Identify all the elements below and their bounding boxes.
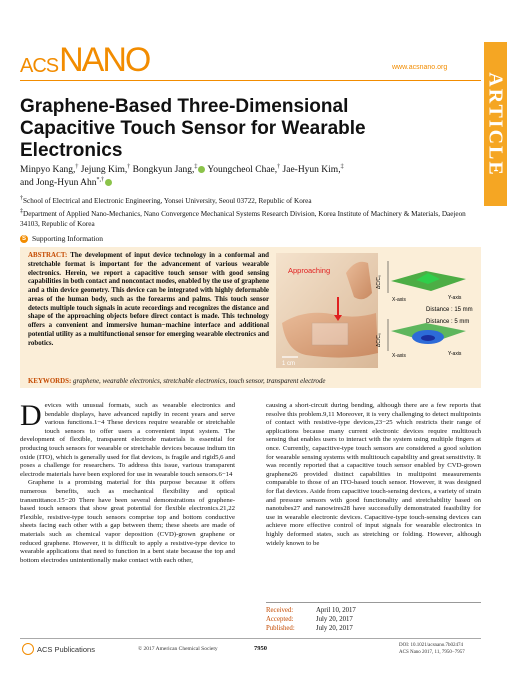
affiliations — [20, 196, 485, 232]
paragraph-text: evices with unusual formats, such as wearable electronics and bendable displays, have advanced rapidly in recent years and serve various functions.1−4 These devices require wearable or stretchable touch sensors to offer users a convenient input system. The development of flexible, transparent electrode materials is essential for producing touch sensors for wearable or stretchable devices because indium tin oxide (ITO), which is generally used for flat devices, is fragile and rigid5,6 and poses a challenge for researchers. To address this issue, various transparent electrode materials have been explored for use in wearable touch sensors.6−14 — [20, 402, 235, 478]
supporting-info-icon: S — [21, 235, 26, 242]
affiliation-text: Department of Applied Nano-Mechanics, Nano Convergence Mechanical Systems Research Division, Korea Institute of Machinery & Materials, Daejeon 34103, Republic of Korea — [20, 210, 466, 228]
keywords-text: graphene, wearable electronics, stretchable electronics, touch sensor, transparent electrode — [73, 378, 326, 385]
header-rule — [20, 80, 481, 81]
scale-label: 1 cm — [282, 361, 296, 367]
acs-publications-icon — [22, 643, 34, 655]
affiliation-text: School of Electrical and Electronic Engineering, Yonsei University, Seoul 03722, Republic of Korea — [23, 197, 312, 205]
date-label: Published: — [266, 625, 295, 632]
page-number: 7950 — [254, 645, 267, 652]
supporting-info-label[interactable]: Supporting Information — [32, 234, 104, 243]
y-axis-label: ΔC/C₀ — [376, 274, 382, 289]
date-value: April 10, 2017 — [316, 607, 356, 614]
footer-rule — [20, 638, 481, 639]
keywords — [28, 377, 478, 386]
affil-marker: † — [127, 163, 131, 170]
paper-title: Graphene-Based Three-Dimensional Capacitive Touch Sensor for Wearable Electronics — [20, 96, 366, 161]
affil-marker: *,† — [96, 176, 105, 183]
author-name[interactable]: Bongkyun Jang, — [130, 165, 195, 175]
affil-marker: ‡ — [340, 163, 344, 170]
sensor-film — [312, 323, 348, 345]
abstract-text: The development of input device technology in a conformal and stretchable format is important for the advancement of various wearable electronics. Herein, we report a capacitive touch sensor with good sensing capabilities in both contact and noncontact modes, enabled by the use of graphene and a thin device geometry. This device can be integrated with highly deformable areas of the human body, such as the forearms and palms. This touch sensor detects multiple touch signals in acute recordings and recognizes the distance and shape of the approaching objects before direct contact is made. This technology offers a convenient and immersive human−machine interface and additional potential utility as a multifunctional sensor for emerging wearable electronics and robotics. — [28, 252, 269, 347]
plot-near — [376, 319, 469, 359]
body-paragraph: Graphene is a promising material for this purpose because it offers numerous benefits, such as mechanical flexibility and optical transmittance.15−20 There have been several demonstrations of graphene-based touch sensors that show great potential for flexible electronics.21,22 Flexible, resistive-type touch sensors comprise top and bottom conductive sheets facing each other with a gap between them; these sheets are made of materials such as chemical vapor deposition (CVD)-grown graphene or reduced graphene. However, it is difficult to apply a resistive-type device to wearable applications that need to function in a bent state because the top and bottom electrodes unintentionally make contact with each other, — [20, 479, 235, 564]
orcid-icon[interactable] — [105, 179, 112, 186]
date-value: July 20, 2017 — [316, 625, 353, 632]
drop-cap: D — [20, 399, 42, 432]
publisher-logo[interactable] — [22, 643, 95, 655]
y-axis-label: ΔC/C₀ — [376, 332, 382, 347]
publication-dates — [266, 606, 356, 633]
date-label: Accepted: — [266, 616, 294, 623]
affil-marker: † — [277, 163, 281, 170]
plot-far — [376, 261, 473, 313]
y-axis-label-2: Y-axis — [448, 351, 462, 357]
affiliation-1 — [20, 196, 485, 206]
author-name[interactable]: Jejung Kim, — [78, 165, 128, 175]
journal-logo — [20, 40, 150, 80]
logo-acs: ACS — [20, 55, 59, 77]
article-tab — [484, 42, 507, 206]
keywords-label: KEYWORDS: — [28, 378, 72, 385]
author-name[interactable]: and Jong-Hyun Ahn — [20, 178, 97, 188]
surface-dip-core — [421, 335, 435, 341]
author-list — [20, 164, 470, 190]
affiliation-2 — [20, 209, 485, 229]
abstract-label: ABSTRACT: — [28, 252, 68, 259]
y-axis-label-2: Y-axis — [448, 295, 462, 301]
body-paragraph — [20, 399, 235, 479]
article-tab-label: ARTICLE — [485, 71, 507, 177]
copyright: © 2017 American Chemical Society — [138, 646, 218, 652]
journal-website[interactable]: www.acsnano.org — [392, 64, 448, 71]
x-axis-label: X-axis — [392, 297, 406, 303]
affil-marker: † — [75, 163, 79, 170]
supporting-info-link[interactable] — [20, 234, 103, 243]
affil-marker: † — [20, 195, 23, 202]
doi-block — [399, 643, 465, 656]
body-column-left — [20, 399, 235, 565]
date-received — [266, 606, 356, 615]
distance-far: Distance : 15 mm — [426, 307, 473, 313]
affil-marker: ‡ — [194, 163, 198, 170]
x-axis-label: X-axis — [392, 353, 406, 359]
logo-nano: NANO — [59, 41, 150, 80]
author-name[interactable]: Minpyo Kang, — [20, 165, 76, 175]
author-name[interactable]: Jae-Hyun Kim, — [280, 165, 341, 175]
date-published — [266, 624, 356, 633]
citation: ACS Nano 2017, 11, 7950−7957 — [399, 649, 465, 655]
body-column-right — [266, 402, 481, 548]
date-accepted — [266, 615, 356, 624]
dates-rule — [266, 602, 481, 603]
date-value: July 20, 2017 — [316, 616, 353, 623]
approaching-label: Approaching — [288, 266, 331, 275]
body-paragraph: causing a short-circuit during bending, although there are a few reports that resolve this problem.9,11 Moreover, it is very challenging to detect multipoints of contact with resistive-type devices,23−25 which restricts their range of applications because many current electronic devices require multitouch sensing that enables users to interact with the system using multiple fingers at once. Currently, capacitive-type touch sensors are considered a good solution for wearable sensing systems with multitouch capability and great sensitivity. It was recently reported that a capacitive touch sensor enabled by CVD-grown graphene26 provided distinct capabilities in multipoint measurements comparable to those of an ITO-based touch sensor. However, it was designed for flat devices. Aside from capacitive touch-sensing devices, a variety of strain and pressure sensors with good functionality and stretchability based on nanotubes27 and nanowires28 have successfully demonstrated feasibility for use in wearable electronic devices. Capacitive-type touch-sensing devices can achieve more effective control of input signals for wearable electronics in highly deformed states, such as stretching or folding. However, although widely known to be — [266, 402, 481, 547]
author-name[interactable]: Youngcheol Chae, — [205, 165, 278, 175]
toc-graphic — [276, 253, 476, 368]
abstract — [28, 252, 269, 348]
date-label: Received: — [266, 607, 294, 614]
affil-marker: ‡ — [20, 208, 23, 215]
distance-near: Distance : 5 mm — [426, 319, 470, 325]
doi-link[interactable]: DOI: 10.1021/acsnano.7b02474 — [399, 643, 464, 648]
publisher-name: ACS Publications — [37, 644, 95, 654]
